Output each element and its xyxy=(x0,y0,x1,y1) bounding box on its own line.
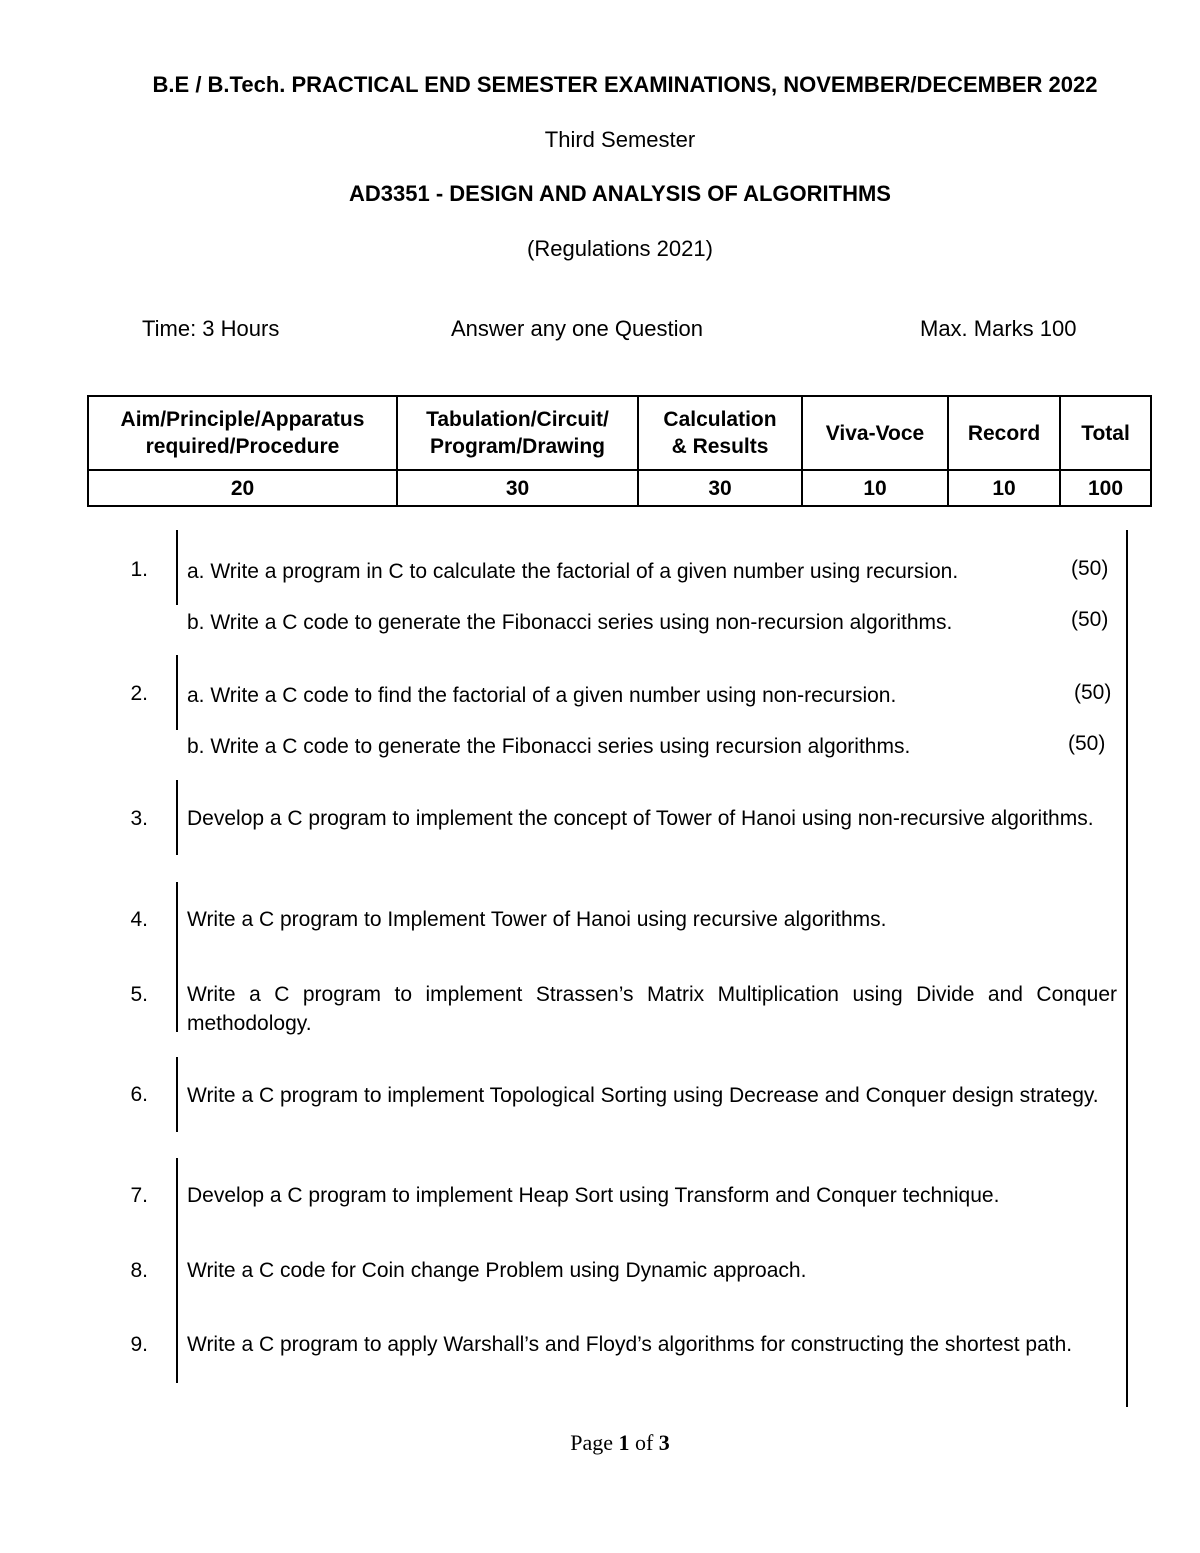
value-cell: 10 xyxy=(948,470,1060,506)
question-1b-marks: (50) xyxy=(1071,608,1109,631)
question-6-text: Write a C program to implement Topological Sorting using Decrease and Conquer design strategy. xyxy=(187,1084,1099,1107)
page-footer xyxy=(0,1430,1200,1456)
question-number: 2. xyxy=(130,682,148,705)
question-divider xyxy=(176,1233,178,1308)
question-number: 6. xyxy=(130,1083,148,1106)
question-divider xyxy=(176,957,178,1032)
header-line: Tabulation/Circuit/ xyxy=(426,408,609,431)
question-number: 8. xyxy=(130,1259,148,1282)
question-5-text: Write a C program to implement Strassen’s Matrix Multiplication using Divide and Conquer methodology. xyxy=(187,983,1117,1035)
question-number: 7. xyxy=(130,1184,148,1207)
question-9-text: Write a C program to apply Warshall’s and Floyd’s algorithms for constructing the shortest path. xyxy=(187,1333,1073,1356)
regulations: (Regulations 2021) xyxy=(527,236,713,261)
header-line: Calculation xyxy=(663,408,777,431)
value-cell: 30 xyxy=(638,470,802,506)
question-divider xyxy=(176,780,178,855)
question-3-text: Develop a C program to implement the concept of Tower of Hanoi using non-recursive algorithms. xyxy=(187,807,1094,830)
question-2b-text: b. Write a C code to generate the Fibonacci series using recursion algorithms. xyxy=(187,735,911,758)
question-1a-text: a. Write a program in C to calculate the factorial of a given number using recursion. xyxy=(187,560,959,583)
time-label: Time: 3 Hours xyxy=(142,316,280,341)
page-total: 3 xyxy=(658,1430,670,1455)
question-4-text: Write a C program to Implement Tower of Hanoi using recursive algorithms. xyxy=(187,908,887,931)
question-divider xyxy=(176,655,178,730)
question-divider xyxy=(176,530,178,605)
header-line: & Results xyxy=(671,435,769,458)
header-cell-tabulation xyxy=(397,396,638,470)
question-number: 4. xyxy=(130,908,148,931)
value-cell: 30 xyxy=(397,470,638,506)
question-divider xyxy=(176,1308,178,1383)
header-line: Record xyxy=(967,421,1041,445)
course-title: AD3351 - DESIGN AND ANALYSIS OF ALGORITHMS xyxy=(349,181,891,206)
marks-table-header-row xyxy=(88,396,1151,470)
question-number: 1. xyxy=(130,558,148,581)
header-line: Aim/Principle/Apparatus xyxy=(120,408,365,431)
header-cell-viva xyxy=(802,396,948,470)
header-line: Viva-Voce xyxy=(825,421,925,445)
question-2b-marks: (50) xyxy=(1068,732,1106,755)
semester: Third Semester xyxy=(544,127,696,152)
question-number: 3. xyxy=(130,807,148,830)
question-8-text: Write a C code for Coin change Problem using Dynamic approach. xyxy=(187,1259,807,1282)
question-number: 9. xyxy=(130,1333,148,1356)
question-divider xyxy=(176,882,178,957)
header-cell-record xyxy=(948,396,1060,470)
max-marks: Max. Marks 100 xyxy=(920,316,1077,341)
question-divider xyxy=(176,1158,178,1233)
question-7-text: Develop a C program to implement Heap Sort using Transform and Conquer technique. xyxy=(187,1184,1000,1207)
value-cell: 10 xyxy=(802,470,948,506)
question-number: 5. xyxy=(130,983,148,1006)
header-cell-calculation xyxy=(638,396,802,470)
right-margin-rule xyxy=(1126,530,1128,1407)
question-2a-marks: (50) xyxy=(1074,681,1112,704)
instruction: Answer any one Question xyxy=(451,316,703,341)
question-divider xyxy=(176,1057,178,1132)
header-cell-total xyxy=(1060,396,1151,470)
header-line: Total xyxy=(1081,421,1130,445)
question-1b-text: b. Write a C code to generate the Fibonacci series using non-recursion algorithms. xyxy=(187,611,953,634)
marks-table-value-row xyxy=(88,470,1151,506)
header-cell-aim xyxy=(88,396,397,470)
value-cell: 100 xyxy=(1060,470,1151,506)
page-label: Page xyxy=(570,1430,613,1455)
of-label: of xyxy=(634,1430,654,1455)
value-cell: 20 xyxy=(88,470,397,506)
header-line: required/Procedure xyxy=(145,435,340,458)
marks-table xyxy=(87,395,1152,507)
question-2a-text: a. Write a C code to find the factorial of a given number using non-recursion. xyxy=(187,684,897,707)
question-1a-marks: (50) xyxy=(1071,557,1109,580)
header-line: Program/Drawing xyxy=(429,435,606,458)
page-current: 1 xyxy=(618,1430,630,1455)
exam-title: B.E / B.Tech. PRACTICAL END SEMESTER EXAMINATIONS, NOVEMBER/DECEMBER 2022 xyxy=(152,72,1098,97)
